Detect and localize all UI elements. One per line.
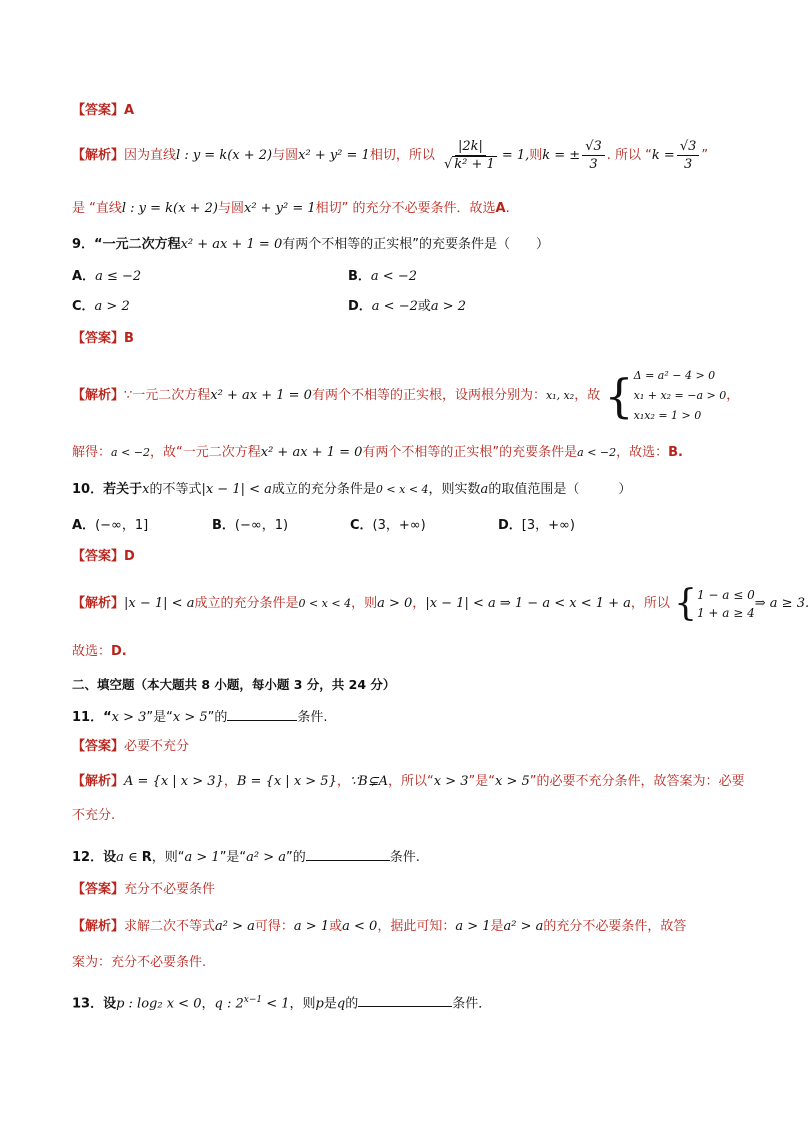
q12-explanation-line-1: 【解析】求解二次不等式a² > a可得：a > 1或a < 0，据此可知：a > 1是a² > a的充分不必要条件，故答 <box>72 919 687 934</box>
q13-stem: 13．设p : log₂ x < 0，q : $2^{x-1} < 1$，则p是q的 条件． <box>72 991 491 1013</box>
answer-blank[interactable] <box>358 992 452 1007</box>
section-title: 二、填空题（本大题共 8 小题，每小题 3 分，共 24 分） <box>72 677 396 692</box>
circle-equation: x² + y² = 1 <box>298 148 370 163</box>
answer-tag: 【答案】 <box>72 103 125 118</box>
distance-fraction: $\frac{|2k|}{\text{√ k² + 1}}$ <box>443 139 495 172</box>
k-fraction-2: $\frac{√3}{3}$ <box>677 138 700 173</box>
q10-answer-line: 【答案】D <box>72 549 135 564</box>
q10-option-d: D．[3，+∞) <box>498 518 575 533</box>
answer-blank[interactable] <box>306 846 390 861</box>
q11-answer-line: 【答案】必要不充分 <box>72 739 190 754</box>
q8-explanation-line-1: 【解析】因为直线l : y = k(x + 2)与圆x² + y² = 1相切，所以 $\frac{|2k|}{\text{√ k² + 1}}$ = 1,则k = ± $\frac{√3}{3}$ . 所以 “k = $\frac{√3}{3}$ ” <box>72 139 709 172</box>
q8-answer-line <box>72 102 134 120</box>
q11-explanation-line-2: 不充分. <box>72 808 116 823</box>
q10-final: 故选：D. <box>72 644 127 659</box>
q9-option-d: D．a < −2或a > 2 <box>348 299 467 314</box>
q10-explanation: 【解析】|x − 1| < a成立的充分条件是0 < x < 4，则a > 0，|x − 1| < a ⇒ 1 − a < x < 1 + a，所以 { 1 − a ≤ 0 1 + a ≥ 4 ⇒ a ≥ 3. <box>72 582 809 624</box>
k-fraction: $\frac{√3}{3}$ <box>582 138 605 173</box>
q9-explanation: 【解析】∵一元二次方程x² + ax + 1 = 0有两个不相等的正实根，设两根分别为：x₁, x₂，故 { Δ = a² − 4 > 0 x₁ + x₂ = −a > 0 x₁x₂ = 1 > 0 ， <box>72 364 739 428</box>
q12-answer-line: 【答案】充分不必要条件 <box>72 882 216 897</box>
answer-value: A <box>124 103 135 118</box>
answer-blank[interactable] <box>227 706 297 721</box>
q11-explanation-line-1: 【解析】A = {x | x > 3}，B = {x | x > 5}，∵B⊊A，所以“x > 3”是“x > 5”的必要不充分条件，故答案为：必要 <box>72 774 745 789</box>
q9-solution: 解得：a < −2，故“一元二次方程x² + ax + 1 = 0有两个不相等的正实根”的充要条件是a < −2，故选：B. <box>72 445 683 460</box>
q9-option-c: C．a > 2 <box>72 299 130 314</box>
q9-stem: 9．“一元二次方程x² + ax + 1 = 0有两个不相等的正实根”的充要条件是（ ） <box>72 237 549 252</box>
q9-answer-line: 【答案】B <box>72 331 134 346</box>
q9-option-b: B．a < −2 <box>348 269 417 284</box>
q12-explanation-line-2: 案为：充分不必要条件. <box>72 955 207 970</box>
q11-stem: 11．“x > 3”是“x > 5”的 条件. <box>72 706 328 727</box>
q10-option-b: B．(−∞，1) <box>212 518 289 533</box>
explanation-tag: 【解析】 <box>72 148 125 163</box>
q12-stem: 12．设a ∈ R，则“a > 1”是“a² > a”的 条件. <box>72 846 420 867</box>
q9-system: { Δ = a² − 4 > 0 x₁ + x₂ = −a > 0 x₁x₂ = 1 > 0 <box>604 368 727 423</box>
q10-option-a: A．(−∞，1] <box>72 518 149 533</box>
line-equation: l : y = k(x + 2) <box>176 148 273 163</box>
q10-option-c: C．(3，+∞) <box>350 518 426 533</box>
q8-explanation-line-2: 是 “直线l : y = k(x + 2)与圆x² + y² = 1相切” 的充分不必要条件．故选A. <box>72 201 510 216</box>
q9-option-a: A．a ≤ −2 <box>72 269 142 284</box>
q10-stem: 10．若关于x的不等式|x − 1| < a成立的充分条件是0 < x < 4，则实数a的取值范围是（ ） <box>72 482 632 497</box>
q10-system: { 1 − a ≤ 0 1 + a ≥ 4 <box>674 582 755 624</box>
